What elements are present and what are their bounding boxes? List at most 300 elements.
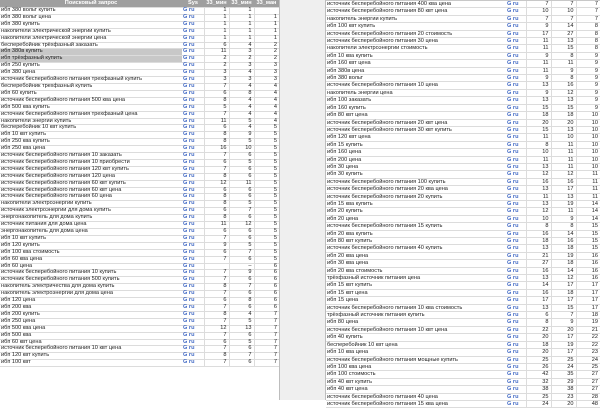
table-row <box>0 291 279 298</box>
value-cell-3: 7 <box>254 332 279 339</box>
value-cell-2: 17 <box>551 186 576 193</box>
system-cell: G ru <box>506 393 526 400</box>
value-cell-1: 8 <box>204 284 229 291</box>
value-cell-3: 23 <box>576 349 600 356</box>
system-cell: G ru <box>506 312 526 319</box>
table-row <box>326 126 600 133</box>
value-cell-3: 7 <box>254 318 279 325</box>
query-cell: ибп трёхфазный купить <box>0 56 182 63</box>
value-cell-3: 10 <box>576 149 600 156</box>
system-cell: G ru <box>506 178 526 185</box>
value-cell-1: 7 <box>204 270 229 277</box>
value-cell-3: 5 <box>254 153 279 160</box>
value-cell-3: 9 <box>576 75 600 82</box>
system-cell: G ru <box>182 194 204 201</box>
value-cell-2: 18 <box>551 260 576 267</box>
value-cell-3: 10 <box>576 126 600 133</box>
value-cell-1: 7 <box>204 360 229 367</box>
value-cell-1: 6 <box>204 229 229 236</box>
value-cell-2: 1 <box>229 35 254 42</box>
query-cell: ибп 100 ква цена <box>326 363 506 370</box>
value-cell-3: 18 <box>576 312 600 319</box>
table-row <box>0 311 279 318</box>
value-cell-1: 7 <box>204 111 229 118</box>
value-cell-2: 1 <box>229 14 254 21</box>
table-row <box>326 38 600 45</box>
value-cell-1: 7 <box>204 256 229 263</box>
system-cell: G ru <box>506 193 526 200</box>
report-page-left <box>0 0 279 400</box>
value-cell-1: 11 <box>204 49 229 56</box>
value-cell-2: 5 <box>229 201 254 208</box>
table-row <box>326 297 600 304</box>
value-cell-2: 7 <box>551 15 576 22</box>
value-cell-2: 4 <box>229 97 254 104</box>
value-cell-1: 18 <box>526 341 551 348</box>
system-cell: G ru <box>182 14 204 21</box>
query-cell: источник питания для дома цена <box>0 222 182 229</box>
value-cell-2: – <box>229 263 254 270</box>
system-cell: G ru <box>182 56 204 63</box>
system-cell: G ru <box>182 298 204 305</box>
value-cell-3: 5 <box>254 229 279 236</box>
header-col-3: 33_ман <box>254 0 279 8</box>
system-cell: G ru <box>182 28 204 35</box>
value-cell-2: 12 <box>551 275 576 282</box>
table-row <box>326 245 600 252</box>
system-cell: G ru <box>506 349 526 356</box>
value-cell-2: 6 <box>229 166 254 173</box>
table-body-left <box>0 8 279 367</box>
value-cell-1: 8 <box>204 215 229 222</box>
value-cell-1: 7 <box>204 153 229 160</box>
value-cell-2: 29 <box>551 378 576 385</box>
value-cell-1: 13 <box>526 163 551 170</box>
value-cell-3: 22 <box>576 341 600 348</box>
system-cell: G ru <box>182 318 204 325</box>
table-row <box>326 341 600 348</box>
value-cell-1: 25 <box>526 393 551 400</box>
value-cell-1: 15 <box>526 104 551 111</box>
value-cell-3: 15 <box>576 245 600 252</box>
system-cell: G ru <box>182 42 204 49</box>
value-cell-2: 6 <box>229 235 254 242</box>
query-cell: ибп 60 ква цена <box>0 256 182 263</box>
query-cell: ибп 10 ква купить <box>326 52 506 59</box>
value-cell-2: 35 <box>551 371 576 378</box>
value-cell-1: 11 <box>526 60 551 67</box>
value-cell-1: 20 <box>526 119 551 126</box>
table-row <box>326 141 600 148</box>
system-cell: G ru <box>506 230 526 237</box>
value-cell-2: 27 <box>551 30 576 37</box>
value-cell-1: 8 <box>204 311 229 318</box>
system-cell: G ru <box>182 180 204 187</box>
system-cell: G ru <box>182 325 204 332</box>
value-cell-1: 10 <box>526 215 551 222</box>
query-cell: ибп 30 цена <box>326 163 506 170</box>
table-row <box>326 260 600 267</box>
value-cell-1: 14 <box>526 282 551 289</box>
value-cell-2: 8 <box>229 298 254 305</box>
value-cell-3: 19 <box>576 319 600 326</box>
value-cell-1: 6 <box>204 42 229 49</box>
query-cell: ибп 30 купить <box>326 171 506 178</box>
value-cell-3: 17 <box>576 304 600 311</box>
value-cell-3: 1 <box>254 35 279 42</box>
query-cell: источник бесперебойного питания 80 квт цена <box>326 8 506 15</box>
value-cell-2: 11 <box>551 208 576 215</box>
value-cell-3: 16 <box>576 252 600 259</box>
query-cell: источник бесперебойного питания 20 квт цена <box>326 119 506 126</box>
value-cell-2: 20 <box>551 119 576 126</box>
value-cell-3: 9 <box>576 82 600 89</box>
value-cell-1: 2 <box>204 56 229 63</box>
value-cell-3: 5 <box>254 159 279 166</box>
system-cell: G ru <box>506 163 526 170</box>
value-cell-2: 11 <box>551 156 576 163</box>
value-cell-3: 6 <box>254 277 279 284</box>
value-cell-2: 6 <box>229 153 254 160</box>
system-cell: G ru <box>182 104 204 111</box>
query-cell: ибп 160 цена <box>326 149 506 156</box>
table-row <box>326 163 600 170</box>
value-cell-2: 11 <box>551 141 576 148</box>
query-cell: ибп 80 квт цена <box>326 112 506 119</box>
value-cell-2: 6 <box>229 277 254 284</box>
value-cell-3: 2 <box>254 56 279 63</box>
value-cell-1: 7 <box>204 318 229 325</box>
value-cell-3: 5 <box>254 235 279 242</box>
value-cell-2: 4 <box>229 311 254 318</box>
query-cell: источник бесперебойного питания 10 ква стоимость <box>326 304 506 311</box>
value-cell-2: 13 <box>229 325 254 332</box>
system-cell: G ru <box>182 139 204 146</box>
query-cell: источник бесперебойного питания 400 ква цена <box>326 1 506 8</box>
value-cell-2: 1 <box>229 8 254 15</box>
query-cell: источник бесперебойного питания 500 ква цена <box>0 97 182 104</box>
value-cell-1: 16 <box>204 146 229 153</box>
table-row <box>326 178 600 185</box>
query-cell: накопитель электричества для дома купить <box>0 284 182 291</box>
value-cell-1: 16 <box>526 267 551 274</box>
table-row <box>326 275 600 282</box>
value-cell-2: 19 <box>551 200 576 207</box>
system-cell: G ru <box>506 215 526 222</box>
value-cell-3: 6 <box>254 304 279 311</box>
value-cell-1: 12 <box>204 325 229 332</box>
table-row <box>326 289 600 296</box>
query-cell: ибп 380 вольт купить <box>0 8 182 15</box>
query-cell: ибп 20 купить <box>326 208 506 215</box>
value-cell-1: 9 <box>526 52 551 59</box>
query-cell: ибп 20 ква цена <box>326 252 506 259</box>
query-cell: ибп 10 квт купить <box>0 132 182 139</box>
value-cell-1: 1 <box>204 8 229 15</box>
value-cell-2: 4 <box>229 70 254 77</box>
system-cell: G ru <box>182 256 204 263</box>
value-cell-3: 5 <box>254 173 279 180</box>
header-col-1: 33_мин <box>204 0 229 8</box>
value-cell-3: 21 <box>576 326 600 333</box>
value-cell-3: 27 <box>576 386 600 393</box>
query-cell: энергонакопитель для дома купить <box>0 215 182 222</box>
value-cell-2: 18 <box>551 112 576 119</box>
query-cell: источник бесперебойного питания мощные купить <box>326 356 506 363</box>
value-cell-3: 10 <box>576 141 600 148</box>
value-cell-2: 14 <box>551 267 576 274</box>
system-cell: G ru <box>182 153 204 160</box>
query-cell: источник бесперебойного питания 60 квт купить <box>0 180 182 187</box>
table-row <box>326 304 600 311</box>
value-cell-1: 9 <box>526 75 551 82</box>
system-cell: G ru <box>506 67 526 74</box>
value-cell-1: 8 <box>526 141 551 148</box>
value-cell-3: 28 <box>576 393 600 400</box>
value-cell-3: 7 <box>254 353 279 360</box>
system-cell: G ru <box>182 270 204 277</box>
value-cell-3: 4 <box>254 111 279 118</box>
value-cell-2: 9 <box>551 319 576 326</box>
value-cell-1: 24 <box>526 400 551 407</box>
query-cell: ибп 15 купить <box>326 141 506 148</box>
query-cell: ибп 100 стоимость <box>326 371 506 378</box>
value-cell-3: 16 <box>576 260 600 267</box>
value-cell-3: 5 <box>254 166 279 173</box>
table-row <box>0 83 279 90</box>
value-cell-1: 20 <box>526 334 551 341</box>
value-cell-3: 5 <box>254 139 279 146</box>
table-row <box>326 215 600 222</box>
value-cell-1: 1 <box>204 14 229 21</box>
table-row <box>326 1 600 8</box>
value-cell-1: 7 <box>204 332 229 339</box>
system-cell: G ru <box>506 149 526 156</box>
query-cell: бесперебойник трехфазный купить <box>0 83 182 90</box>
system-cell: G ru <box>182 235 204 242</box>
value-cell-1: 8 <box>204 97 229 104</box>
query-cell: ибп 100 ква стоимость <box>0 249 182 256</box>
query-cell: источник бесперебойного питания 10 приобрести <box>0 159 182 166</box>
query-cell: ибп 20 ква купить <box>326 230 506 237</box>
table-row <box>0 56 279 63</box>
table-row <box>326 363 600 370</box>
query-cell: ибп 60 купить <box>0 90 182 97</box>
value-cell-1: 11 <box>526 156 551 163</box>
value-cell-3: 11 <box>576 171 600 178</box>
value-cell-1: 7 <box>526 15 551 22</box>
system-cell: G ru <box>182 339 204 346</box>
value-cell-2: 12 <box>229 222 254 229</box>
value-cell-2: 4 <box>229 42 254 49</box>
value-cell-2: 24 <box>551 363 576 370</box>
query-cell: ибп 380 цена <box>0 70 182 77</box>
value-cell-1: 8 <box>204 173 229 180</box>
table-row <box>0 298 279 305</box>
system-cell: G ru <box>506 208 526 215</box>
value-cell-2: 2 <box>229 56 254 63</box>
query-cell: ибп 120 цена <box>0 298 182 305</box>
query-cell: бесперебойник 10 квт купить <box>0 125 182 132</box>
table-row <box>326 119 600 126</box>
table-row <box>326 193 600 200</box>
value-cell-2: 10 <box>551 134 576 141</box>
query-cell: ибп 80 квт купить <box>326 238 506 245</box>
value-cell-2: 14 <box>551 230 576 237</box>
value-cell-1: 6 <box>204 159 229 166</box>
query-cell: источник бесперебойного питания 20 ква цена <box>326 186 506 193</box>
query-cell: источник бесперебойного питания 120 цена <box>0 173 182 180</box>
query-cell: ибп 380 вольт цена <box>0 14 182 21</box>
value-cell-3: 4 <box>254 104 279 111</box>
query-cell: источник бесперебойного питания 20 купить <box>326 193 506 200</box>
table-row <box>326 30 600 37</box>
value-cell-2: 1 <box>229 21 254 28</box>
value-cell-3: 27 <box>576 378 600 385</box>
system-cell: G ru <box>182 8 204 15</box>
value-cell-3: 4 <box>254 118 279 125</box>
table-row <box>326 319 600 326</box>
system-cell: G ru <box>506 223 526 230</box>
table-row <box>326 393 600 400</box>
value-cell-1: 6 <box>204 187 229 194</box>
value-cell-2: 5 <box>229 118 254 125</box>
value-cell-2: 5 <box>229 139 254 146</box>
system-cell: G ru <box>182 304 204 311</box>
value-cell-2: 3 <box>229 63 254 70</box>
value-cell-2: 6 <box>229 173 254 180</box>
value-cell-3: 5 <box>254 222 279 229</box>
value-cell-3: 9 <box>576 60 600 67</box>
value-cell-3: 14 <box>576 200 600 207</box>
value-cell-2: 18 <box>551 245 576 252</box>
value-cell-2: 6 <box>229 215 254 222</box>
value-cell-3: 5 <box>254 125 279 132</box>
query-cell: накопители электрической энергии цена <box>0 35 182 42</box>
value-cell-3: 4 <box>254 97 279 104</box>
value-cell-1: 12 <box>526 208 551 215</box>
value-cell-1: 9 <box>526 23 551 30</box>
system-cell: G ru <box>506 112 526 119</box>
value-cell-3: 6 <box>254 298 279 305</box>
system-cell: G ru <box>506 45 526 52</box>
system-cell: G ru <box>506 363 526 370</box>
value-cell-3: 7 <box>254 360 279 367</box>
table-row <box>326 400 600 407</box>
value-cell-2: 20 <box>551 400 576 407</box>
table-row <box>326 75 600 82</box>
table-row <box>326 15 600 22</box>
value-cell-1: 13 <box>526 97 551 104</box>
table-row <box>326 378 600 385</box>
value-cell-3: 15 <box>576 238 600 245</box>
value-cell-1: 42 <box>526 371 551 378</box>
query-cell: ибп 250 купить <box>0 63 182 70</box>
query-cell: ибп 120 купить <box>0 242 182 249</box>
value-cell-1: 1 <box>204 35 229 42</box>
table-row <box>326 23 600 30</box>
value-cell-2: 13 <box>551 193 576 200</box>
query-cell: бесперебойник трёхфазный заказать <box>0 42 182 49</box>
query-cell: накопители энергии купить <box>0 118 182 125</box>
value-cell-2: 8 <box>551 223 576 230</box>
system-cell: G ru <box>506 238 526 245</box>
value-cell-3: 5 <box>254 187 279 194</box>
table-body-right <box>326 1 600 408</box>
value-cell-3: 1 <box>254 28 279 35</box>
system-cell: G ru <box>182 291 204 298</box>
value-cell-2: 20 <box>551 326 576 333</box>
value-cell-3: 22 <box>576 334 600 341</box>
query-cell: источник бесперебойного питания трехфазный купить <box>0 77 182 84</box>
value-cell-1: 11 <box>526 134 551 141</box>
system-cell: G ru <box>506 319 526 326</box>
value-cell-3: 5 <box>254 242 279 249</box>
table-row <box>326 149 600 156</box>
system-cell: G ru <box>182 222 204 229</box>
table-row <box>326 104 600 111</box>
value-cell-1: 10 <box>526 8 551 15</box>
query-cell: ибп 15 цена <box>326 297 506 304</box>
table-row <box>326 267 600 274</box>
system-cell: G ru <box>182 173 204 180</box>
system-cell: G ru <box>182 229 204 236</box>
value-cell-3: 5 <box>254 132 279 139</box>
value-cell-3: 9 <box>576 104 600 111</box>
value-cell-1: 6 <box>204 298 229 305</box>
query-cell: ибп 20 цена <box>326 215 506 222</box>
value-cell-1: 9 <box>204 242 229 249</box>
system-cell: G ru <box>506 97 526 104</box>
system-cell: G ru <box>506 289 526 296</box>
query-cell: ибп 100 квт <box>0 360 182 367</box>
value-cell-2: 12 <box>551 89 576 96</box>
table-row <box>326 386 600 393</box>
value-cell-1: 7 <box>204 346 229 353</box>
value-cell-2: 6 <box>229 194 254 201</box>
table-row <box>326 356 600 363</box>
system-cell: G ru <box>506 186 526 193</box>
system-cell: G ru <box>182 353 204 360</box>
query-cell: накопители электрической энергии купить <box>0 28 182 35</box>
query-cell: ибп 500 ква купить <box>0 104 182 111</box>
query-cell: ибп 60 квт цена <box>0 339 182 346</box>
table-row <box>326 60 600 67</box>
query-cell: ибп 380 вольт <box>326 75 506 82</box>
query-cell: накопитель электроэнергии для дома цена <box>0 291 182 298</box>
value-cell-2: 5 <box>229 159 254 166</box>
table-row <box>326 45 600 52</box>
value-cell-2: 4 <box>229 111 254 118</box>
query-cell: ибп 500 ква <box>0 332 182 339</box>
value-cell-1: 7 <box>204 83 229 90</box>
value-cell-2: 5 <box>229 339 254 346</box>
value-cell-3: 15 <box>576 223 600 230</box>
value-cell-2: 4 <box>229 125 254 132</box>
table-row <box>326 200 600 207</box>
value-cell-3: 4 <box>254 90 279 97</box>
value-cell-3: 15 <box>576 230 600 237</box>
value-cell-2: 10 <box>229 146 254 153</box>
value-cell-3: 5 <box>254 194 279 201</box>
query-cell: ибп 10 квт купить <box>0 235 182 242</box>
system-cell: G ru <box>182 332 204 339</box>
query-cell: накопители электроэнергии купить <box>0 201 182 208</box>
query-cell: источник бесперебойного питания 30 цена <box>326 38 506 45</box>
system-cell: G ru <box>506 75 526 82</box>
value-cell-1: 8 <box>204 194 229 201</box>
header-col-2: 33_мин <box>229 0 254 8</box>
